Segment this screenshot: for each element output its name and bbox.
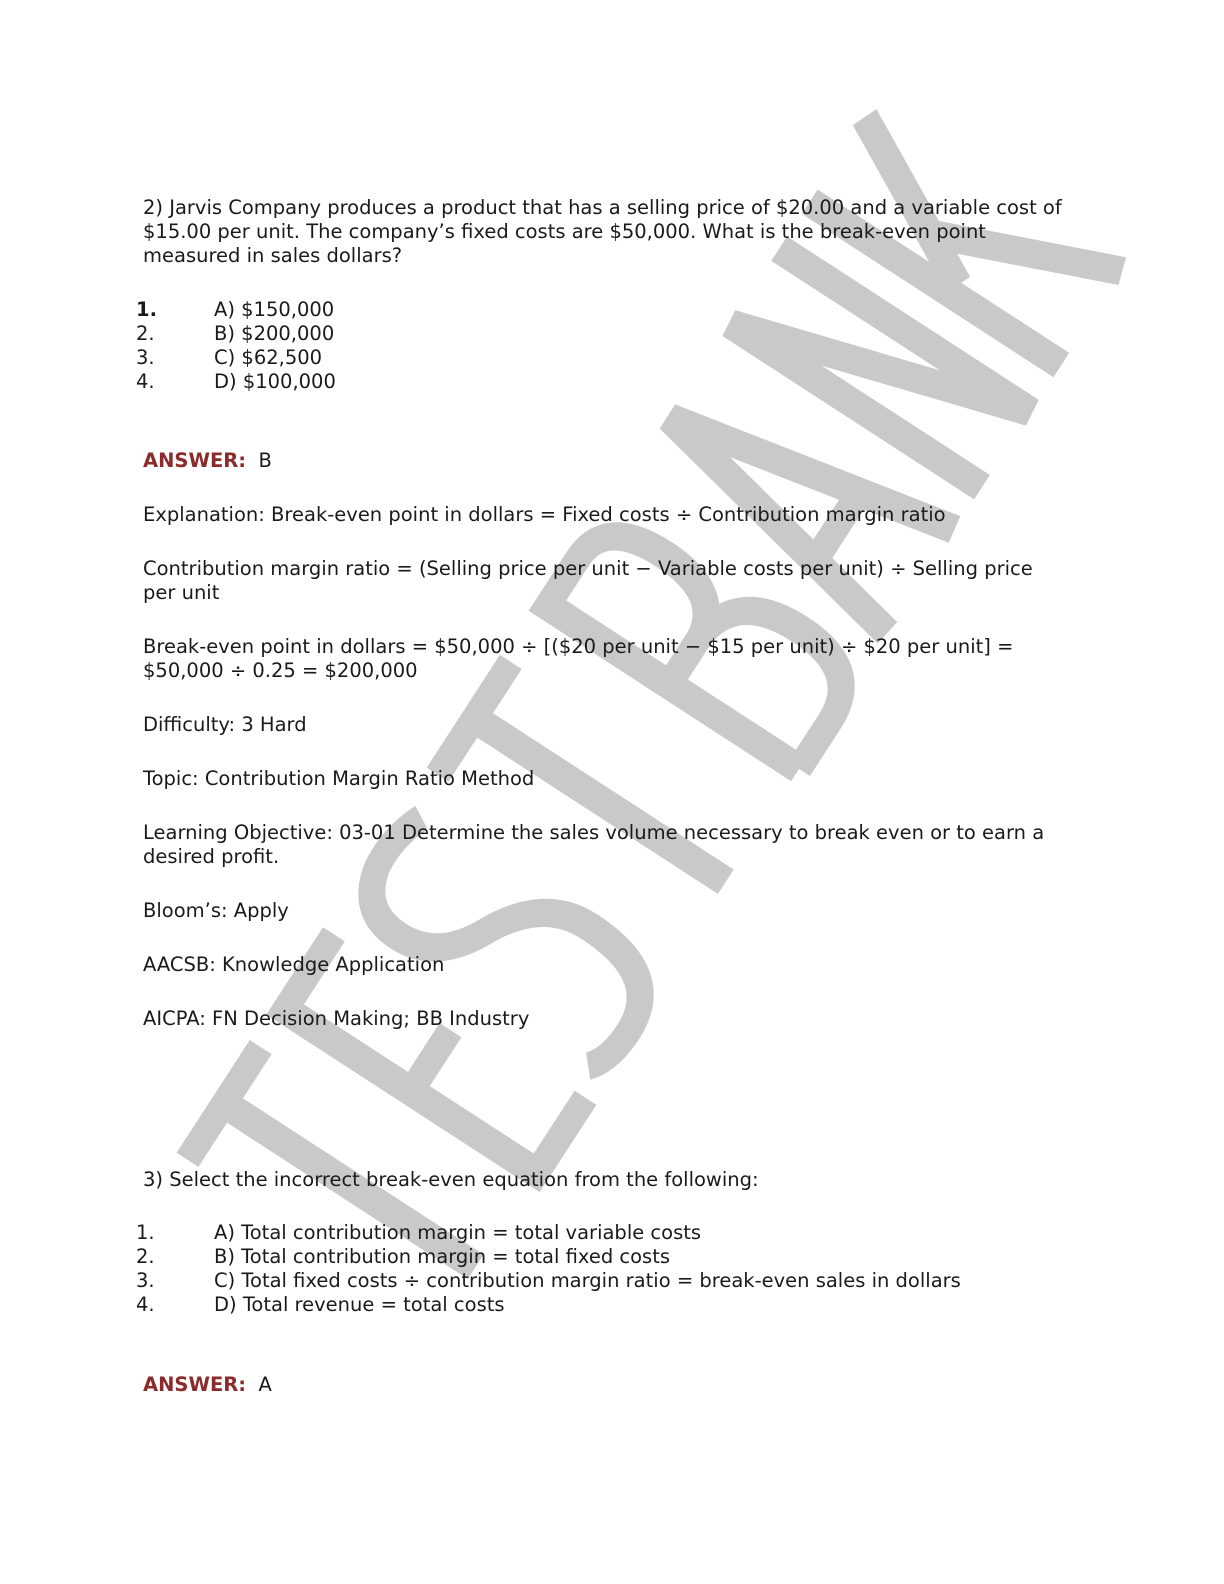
option-item (136, 1221, 1063, 1245)
question-3-text: 3) Select the incorrect break-even equation from the following: (143, 1168, 759, 1191)
question-2-text: 2) Jarvis Company produces a product that has a selling price of $20.00 and a variable cost of $15.00 per unit. The company’s fixed costs are $50,000. What is the break-even point measured in sales dollars? (143, 196, 1062, 267)
blooms: Bloom’s: Apply (143, 899, 289, 922)
option-text: D) $100,000 (214, 370, 336, 393)
option-number: 1. (136, 1221, 155, 1244)
explanation: Explanation: Break-even point in dollars = Fixed costs ÷ Contribution margin ratio (143, 503, 946, 526)
option-text: C) $62,500 (214, 346, 323, 369)
aacsb: AACSB: Knowledge Application (143, 953, 445, 976)
answer-label: ANSWER: (143, 1373, 247, 1396)
option-item (136, 1245, 1063, 1269)
option-text: A) Total contribution margin = total variable costs (214, 1221, 702, 1244)
cm-ratio-formula: Contribution margin ratio = (Selling price per unit − Variable costs per unit) ÷ Selling price per unit (143, 557, 1033, 604)
answer-value: A (258, 1373, 272, 1396)
option-item (136, 370, 1063, 394)
option-number: 1. (136, 298, 157, 321)
option-text: B) Total contribution margin = total fixed costs (214, 1245, 671, 1268)
option-item (136, 322, 1063, 346)
break-even-calculation: Break-even point in dollars = $50,000 ÷ [($20 per unit − $15 per unit) ÷ $20 per unit] = $50,000 ÷ 0.25 = $200,000 (143, 635, 1014, 682)
difficulty: Difficulty: 3 Hard (143, 713, 307, 736)
option-item (136, 1293, 1063, 1317)
option-number: 3. (136, 1269, 155, 1292)
answer-value: B (258, 449, 272, 472)
answer-label: ANSWER: (143, 449, 247, 472)
option-number: 4. (136, 370, 155, 393)
option-number: 3. (136, 346, 155, 369)
question-2-options (136, 298, 1063, 394)
option-number: 2. (136, 322, 155, 345)
topic: Topic: Contribution Margin Ratio Method (143, 767, 535, 790)
answer-line (143, 1373, 1063, 1397)
question-2 (143, 196, 1063, 268)
option-item (136, 298, 1063, 322)
option-number: 2. (136, 1245, 155, 1268)
option-item (136, 346, 1063, 370)
option-item (136, 1269, 1063, 1293)
learning-objective: Learning Objective: 03-01 Determine the sales volume necessary to break even or to earn a desired profit. (143, 821, 1045, 868)
option-text: C) Total fixed costs ÷ contribution margin ratio = break-even sales in dollars (214, 1269, 961, 1292)
question-3-options (136, 1221, 1063, 1317)
option-text: A) $150,000 (214, 298, 335, 321)
answer-line (143, 449, 1063, 473)
aicpa: AICPA: FN Decision Making; BB Industry (143, 1007, 530, 1030)
option-text: B) $200,000 (214, 322, 335, 345)
option-number: 4. (136, 1293, 155, 1316)
option-text: D) Total revenue = total costs (214, 1293, 505, 1316)
